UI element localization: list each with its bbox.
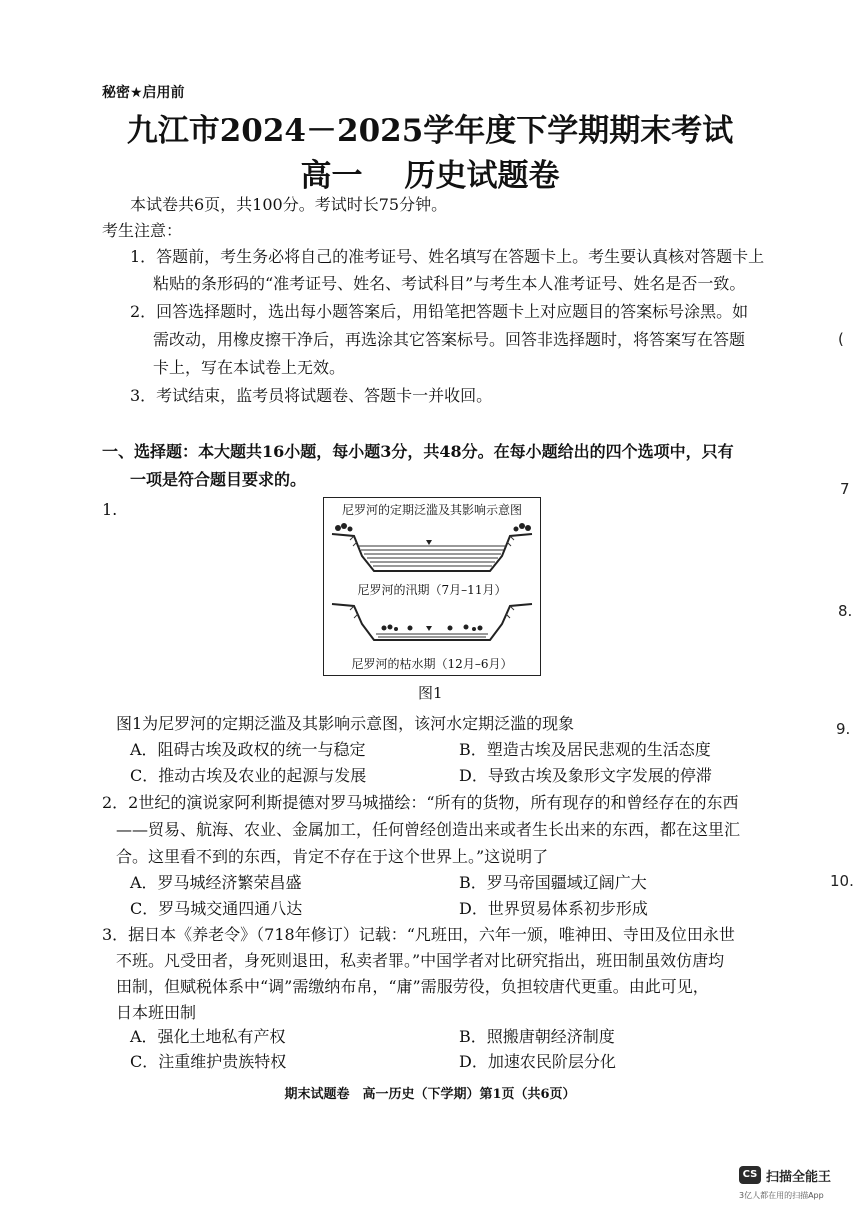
q2-option-a: A．罗马城经济繁荣昌盛 xyxy=(130,873,302,892)
notice-item-1-line1: 1．答题前，考生务必将自己的准考证号、姓名填写在答题卡上。考生要认真核对答题卡上 xyxy=(130,247,765,266)
scanner-name: 扫描全能王 xyxy=(766,1170,832,1185)
figure-title: 尼罗河的定期泛滥及其影响示意图 xyxy=(341,503,522,517)
grade-label: 高一 xyxy=(300,158,363,194)
exam-title: 九江市2024－2025学年度下学期期末考试 xyxy=(126,113,734,149)
section-heading-line1: 一、选择题：本大题共16小题，每小题3分，共48分。在每小题给出的四个选项中，只有 xyxy=(102,442,734,461)
q3-option-a: A．强化土地私有产权 xyxy=(130,1027,286,1046)
q2-stem-line3: 合。这里看不到的东西，肯定不存在于这个世界上。”这说明了 xyxy=(116,847,549,866)
notice-item-2-line2: 需改动，用橡皮擦干净后，再选涂其它答案标号。回答非选择题时，将答案写在答题 xyxy=(153,330,746,349)
margin-mark: 8. xyxy=(838,602,853,620)
margin-mark: ( xyxy=(838,330,844,348)
notice-heading: 考生注意： xyxy=(102,221,183,240)
margin-mark: 9. xyxy=(836,720,851,738)
notice-item-2-line3: 卡上，写在本试卷上无效。 xyxy=(153,358,346,377)
dry-season-caption: 尼罗河的枯水期（12月–6月） xyxy=(351,657,513,671)
scanner-slogan: 3亿人都在用的扫描App xyxy=(739,1191,824,1200)
q1-option-b: B．塑造古埃及居民悲观的生活态度 xyxy=(459,740,711,759)
q2-option-b: B．罗马帝国疆域辽阔广大 xyxy=(459,873,647,892)
notice-item-2-line1: 2．回答选择题时，选出每小题答案后，用铅笔把答题卡上对应题目的答案标号涂黑。如 xyxy=(130,302,749,321)
notice-item-1-line2: 粘贴的条形码的“准考证号、姓名、考试科目”与考生本人准考证号、姓名是否一致。 xyxy=(153,274,746,293)
exam-info: 本试卷共6页，共100分。考试时长75分钟。 xyxy=(130,195,448,214)
notice-item-3: 3．考试结束，监考员将试题卷、答题卡一并收回。 xyxy=(130,386,493,405)
q3-stem-line4: 日本班田制 xyxy=(116,1003,197,1022)
q1-stem: 图1为尼罗河的定期泛滥及其影响示意图，该河水定期泛滥的现象 xyxy=(116,714,575,733)
q2-option-c: C．罗马城交通四通八达 xyxy=(130,899,303,918)
figure-label: 图1 xyxy=(418,684,443,702)
q3-stem-line1: 3．据日本《养老令》（718年修订）记载：“凡班田，六年一颁，唯神田、寺田及位田永世 xyxy=(102,925,735,944)
section-heading-line2: 一项是符合题目要求的。 xyxy=(130,470,307,489)
flood-season-diagram xyxy=(324,516,540,582)
q1-option-d: D．导致古埃及象形文字发展的停滞 xyxy=(459,766,712,785)
margin-mark: 7 xyxy=(840,480,850,498)
q2-stem-line1: 2．2世纪的演说家阿利斯提德对罗马城描绘：“所有的货物，所有现存的和曾经存在的东西 xyxy=(102,793,739,812)
q3-stem-line3: 田制，但赋税体系中“调”需缴纳布帛，“庸”需服劳役，负担较唐代更重。由此可见， xyxy=(116,977,709,996)
dry-season-diagram xyxy=(324,596,540,656)
confidential-mark: 秘密★启用前 xyxy=(102,85,185,101)
q3-option-b: B．照搬唐朝经济制度 xyxy=(459,1027,615,1046)
page-footer: 期末试题卷 高一历史（下学期）第1页（共6页） xyxy=(284,1087,576,1102)
q2-stem-line2: ——贸易、航海、农业、金属加工，任何曾经创造出来或者生长出来的东西，都在这里汇 xyxy=(116,820,741,839)
q3-option-c: C．注重维护贵族特权 xyxy=(130,1052,287,1071)
nile-figure xyxy=(323,497,541,676)
q3-option-d: D．加速农民阶层分化 xyxy=(459,1052,616,1071)
q2-option-d: D．世界贸易体系初步形成 xyxy=(459,899,648,918)
q1-option-a: A．阻碍古埃及政权的统一与稳定 xyxy=(130,740,366,759)
exam-subtitle xyxy=(0,150,860,195)
margin-mark: 10. xyxy=(830,872,854,890)
subject-label: 历史试题卷 xyxy=(404,158,560,194)
q1-option-c: C．推动古埃及农业的起源与发展 xyxy=(130,766,367,785)
q3-stem-line2: 不班。凡受田者，身死则退田，私卖者罪。”中国学者对比研究指出，班田制虽效仿唐均 xyxy=(116,951,725,970)
q1-number: 1. xyxy=(102,500,118,519)
flood-season-caption: 尼罗河的汛期（7月–11月） xyxy=(357,583,507,597)
scanner-logo-icon: CS xyxy=(739,1166,761,1184)
